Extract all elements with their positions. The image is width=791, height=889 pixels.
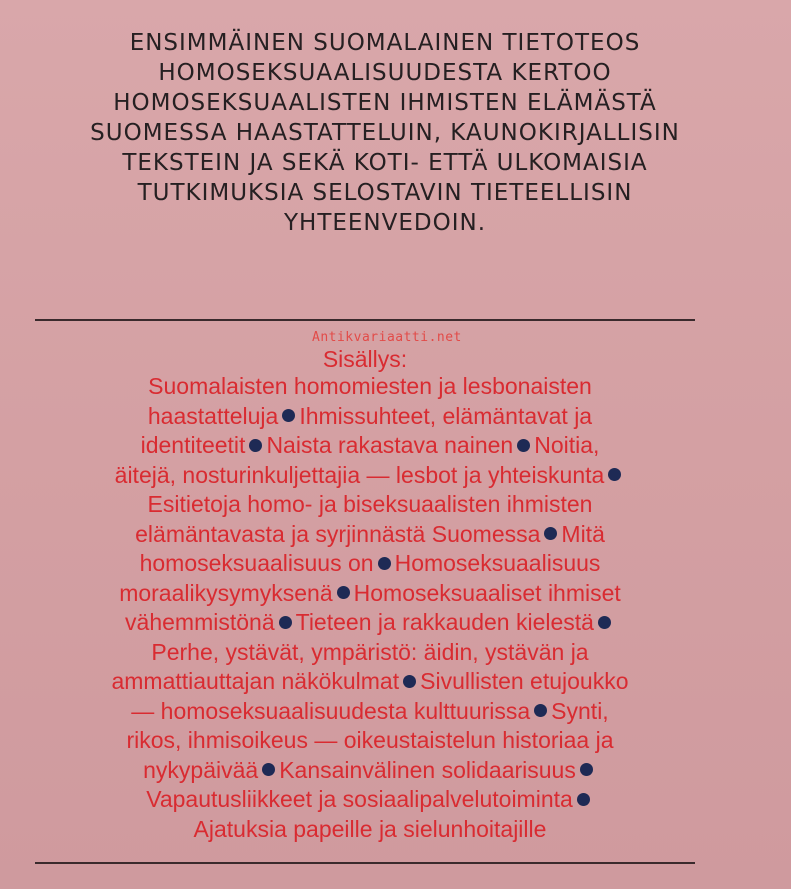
toc-line xyxy=(20,520,720,550)
toc-line xyxy=(20,431,720,461)
toc-entry-text: ammattiauttajan näkökulmat xyxy=(111,668,400,694)
intro-text xyxy=(20,28,750,238)
toc-line xyxy=(20,608,720,638)
bullet-dot-icon xyxy=(580,763,593,776)
toc-entry-text: homoseksuaalisuus on xyxy=(139,550,374,576)
toc-entry-text: — homoseksuaalisuudesta kulttuurissa xyxy=(131,697,531,724)
toc-line xyxy=(20,815,720,845)
toc-line xyxy=(20,726,720,756)
toc-line xyxy=(20,667,720,697)
toc-line xyxy=(20,638,720,668)
bullet-dot-icon xyxy=(608,468,621,481)
toc-line xyxy=(20,549,720,579)
intro-line: HOMOSEKSUAALISUUDESTA KERTOO xyxy=(158,60,612,86)
bullet-dot-icon xyxy=(378,557,391,570)
toc-entry-text: identiteetit xyxy=(140,432,246,458)
intro-line: TEKSTEIN JA SEKÄ KOTI- ETTÄ ULKOMAISIA xyxy=(122,150,648,176)
toc-line xyxy=(20,697,720,727)
toc-entry-text: äitejä, nosturinkuljettajia — lesbot ja yhteiskunta xyxy=(114,461,605,488)
toc-line xyxy=(20,490,720,520)
watermark: Antikvariaatti.net xyxy=(312,330,462,345)
bullet-dot-icon xyxy=(517,439,530,452)
toc-line xyxy=(20,402,720,432)
bullet-dot-icon xyxy=(262,763,275,776)
toc-entry-text: vähemmistönä xyxy=(125,609,275,635)
toc-entry-text: elämäntavasta ja syrjinnästä Suomessa xyxy=(135,520,541,547)
bullet-dot-icon xyxy=(249,439,262,452)
toc-entry-text: Synti, xyxy=(551,697,609,724)
toc-line xyxy=(20,756,720,786)
bullet-dot-icon xyxy=(403,675,416,688)
toc-entry-text: Esitietoja homo- ja biseksuaalisten ihmisten xyxy=(147,491,593,517)
bullet-dot-icon xyxy=(534,704,547,717)
bullet-dot-icon xyxy=(544,527,557,540)
toc-entry-text: Ajatuksia papeille ja sielunhoitajille xyxy=(193,815,547,842)
bullet-dot-icon xyxy=(279,616,292,629)
intro-line: YHTEENVEDOIN. xyxy=(283,210,487,236)
intro-line: TUTKIMUKSIA SELOSTAVIN TIETEELLISIN xyxy=(137,180,633,206)
toc-entry-text: haastatteluja xyxy=(147,402,279,429)
toc-heading: Sisällys: xyxy=(322,346,408,372)
toc-entry-text: Kansainvälinen solidaarisuus xyxy=(279,756,576,783)
intro-line: SUOMESSA HAASTATTELUIN, KAUNOKIRJALLISIN xyxy=(90,120,680,146)
toc-line xyxy=(20,579,720,609)
toc-entry-text: Naista rakastava nainen xyxy=(266,432,514,458)
bullet-dot-icon xyxy=(337,586,350,599)
toc-line xyxy=(20,372,720,402)
bullet-dot-icon xyxy=(598,616,611,629)
toc-entry-text: nykypäivää xyxy=(143,756,259,783)
toc-entry-text: moraalikysymyksenä xyxy=(119,579,333,606)
intro-line: HOMOSEKSUAALISTEN IHMISTEN ELÄMÄSTÄ xyxy=(113,90,657,116)
divider-top xyxy=(35,319,695,321)
toc-entry-text: Homoseksuaaliset ihmiset xyxy=(353,579,621,606)
toc-line xyxy=(20,785,720,815)
toc-entry-text: Perhe, ystävät, ympäristö: äidin, ystävän ja xyxy=(151,638,589,665)
bullet-dot-icon xyxy=(577,793,590,806)
toc-entry-text: Mitä xyxy=(561,520,605,547)
toc-entry-text: Homoseksuaalisuus xyxy=(394,550,601,576)
toc-entry-text: rikos, ihmisoikeus — oikeustaistelun historiaa ja xyxy=(126,727,614,753)
intro-line: ENSIMMÄINEN SUOMALAINEN TIETOTEOS xyxy=(129,30,641,56)
toc-line xyxy=(20,461,720,491)
toc-entry-text: Noitia, xyxy=(534,432,600,458)
divider-bottom xyxy=(35,862,695,864)
toc-entry-text: Vapautusliikkeet ja sosiaalipalvelutoiminta xyxy=(146,786,573,812)
toc-entry-text: Suomalaisten homomiesten ja lesbonaisten xyxy=(148,373,592,399)
toc-entry-text: Tieteen ja rakkauden kielestä xyxy=(295,609,594,635)
toc-entry-text: Ihmissuhteet, elämäntavat ja xyxy=(299,402,593,429)
bullet-dot-icon xyxy=(282,409,295,422)
toc-entry-text: Sivullisten etujoukko xyxy=(420,668,629,694)
toc-list xyxy=(20,372,720,844)
